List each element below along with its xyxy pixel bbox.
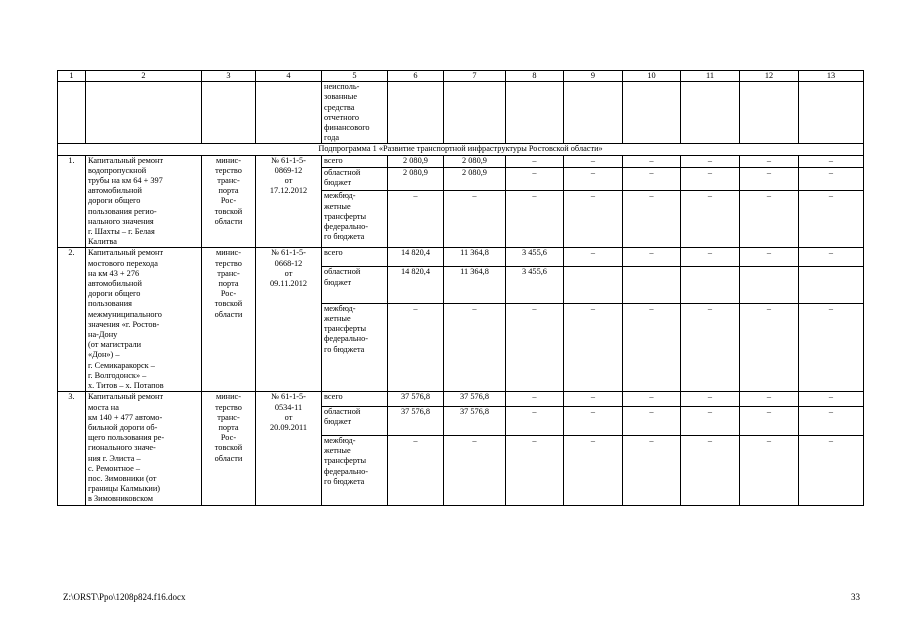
amount-cell: – [799, 435, 864, 505]
amount-cell: – [388, 435, 444, 505]
subprogram-row [58, 144, 864, 155]
amount-cell: 3 455,6 [506, 267, 564, 303]
customer-org: минис- терство транс- порта Рос- товской области [214, 155, 243, 226]
amount-cell: 37 576,8 [444, 392, 506, 407]
amount-cell: – [623, 191, 681, 248]
column-number: 10 [623, 71, 681, 82]
amount-cell: – [623, 248, 681, 267]
carry-over-label: неисполь- зованные средства отчетного финансового года [324, 82, 370, 143]
amount-cell: 2 080,9 [388, 155, 444, 167]
amount-cell: – [564, 248, 623, 267]
amount-cell: 11 364,8 [444, 248, 506, 267]
column-number: 5 [322, 71, 388, 82]
amount-cell: – [506, 167, 564, 190]
amount-cell: – [799, 303, 864, 391]
amount-cell: 2 080,9 [388, 167, 444, 190]
column-number-row [58, 71, 864, 82]
amount-cell: – [799, 155, 864, 167]
amount-cell: – [506, 303, 564, 391]
column-number: 12 [740, 71, 799, 82]
amount-cell: 3 455,6 [506, 248, 564, 267]
amount-cell [681, 267, 740, 303]
column-number: 13 [799, 71, 864, 82]
amount-cell [799, 267, 864, 303]
amount-cell: – [799, 392, 864, 407]
amount-cell: – [740, 407, 799, 436]
funding-source: областной бюджет [324, 167, 361, 188]
amount-cell: – [444, 303, 506, 391]
amount-cell: – [681, 191, 740, 248]
amount-cell: – [681, 392, 740, 407]
funding-source: областной бюджет [324, 407, 361, 427]
table-row [58, 248, 864, 267]
amount-cell: – [799, 407, 864, 436]
carry-over-row [58, 82, 864, 144]
amount-cell: – [681, 167, 740, 190]
amount-cell: – [623, 167, 681, 190]
amount-cell: 11 364,8 [444, 267, 506, 303]
customer-org: минис- терство транс- порта Рос- товской области [214, 392, 243, 463]
document-ref: № 61-1-5- 0534-11 от 20.09.2011 [269, 392, 308, 432]
amount-cell: 2 080,9 [444, 155, 506, 167]
table-row [58, 155, 864, 167]
work-name: Капитальный ремонт мостового перехода на км 43 + 276 автомобильной дороги общего пользования межмуниципального значения «г. Ростов- на-Дону (от магистрали «Дон») – г. Семикаракорск – г. Волгодонск» – х. Титов – х. Потапов [88, 248, 164, 391]
amount-cell [564, 267, 623, 303]
amount-cell: – [740, 155, 799, 167]
amount-cell: – [623, 303, 681, 391]
amount-cell: – [623, 435, 681, 505]
budget-table [57, 70, 864, 506]
subprogram-title: Подпрограмма 1 «Развитие транспортной инфраструктуры Ростовской области» [58, 144, 864, 155]
amount-cell: – [506, 155, 564, 167]
amount-cell: – [681, 248, 740, 267]
file-path: Z:\ORST\Ppo\1208p824.f16.docx [63, 592, 186, 602]
amount-cell: – [564, 407, 623, 436]
amount-cell: – [740, 191, 799, 248]
funding-source: всего [324, 248, 343, 258]
amount-cell: – [740, 435, 799, 505]
amount-cell: – [740, 303, 799, 391]
amount-cell: – [799, 167, 864, 190]
amount-cell: – [506, 392, 564, 407]
work-name: Капитальный ремонт водопропускной трубы на км 64 + 397 автомобильной дороги общего пользования регио- нального значения г. Шахты – г. Белая Калитва [88, 155, 164, 247]
amount-cell: – [623, 392, 681, 407]
customer-org: минис- терство транс- порта Рос- товской области [214, 248, 243, 319]
column-number: 8 [506, 71, 564, 82]
amount-cell: – [681, 435, 740, 505]
amount-cell: – [564, 167, 623, 190]
amount-cell: 37 576,8 [388, 407, 444, 436]
amount-cell: – [681, 303, 740, 391]
amount-cell: – [564, 303, 623, 391]
document-ref: № 61-1-5- 0668-12 от 09.11.2012 [269, 248, 308, 289]
amount-cell: – [799, 191, 864, 248]
amount-cell: 14 820,4 [388, 267, 444, 303]
amount-cell: – [681, 407, 740, 436]
amount-cell: – [564, 155, 623, 167]
column-number: 7 [444, 71, 506, 82]
amount-cell: – [623, 407, 681, 436]
amount-cell [623, 267, 681, 303]
amount-cell: 2 080,9 [444, 167, 506, 190]
amount-cell: – [506, 191, 564, 248]
amount-cell: – [506, 435, 564, 505]
amount-cell: – [740, 392, 799, 407]
column-number: 9 [564, 71, 623, 82]
amount-cell: – [444, 435, 506, 505]
table-row [58, 392, 864, 407]
work-name: Капитальный ремонт моста на км 140 + 477 автомо- бильной дороги об- щего пользования ре- гионального значе- ния г. Элиста – с. Ремонтное – пос. Зимовники (от границы Калмыкии) в Зимовниковском [88, 392, 165, 504]
amount-cell: – [564, 392, 623, 407]
amount-cell: – [623, 155, 681, 167]
document-ref: № 61-1-5- 0869-12 от 17.12.2012 [269, 155, 308, 196]
amount-cell: – [388, 303, 444, 391]
funding-source: межбюд- жетные трансферты федерально- го бюджета [324, 191, 369, 242]
amount-cell: – [388, 191, 444, 248]
funding-source: межбюд- жетные трансферты федерально- го бюджета [324, 303, 369, 354]
amount-cell: – [681, 155, 740, 167]
row-number: 2. [68, 248, 75, 258]
amount-cell: – [444, 191, 506, 248]
page-number: 33 [851, 592, 860, 602]
row-number: 1. [68, 155, 75, 165]
amount-cell: – [799, 248, 864, 267]
funding-source: межбюд- жетные трансферты федерально- го бюджета [324, 435, 369, 486]
amount-cell: 37 576,8 [444, 407, 506, 436]
amount-cell: – [564, 191, 623, 248]
amount-cell: – [506, 407, 564, 436]
amount-cell: – [740, 167, 799, 190]
amount-cell: – [740, 248, 799, 267]
column-number: 11 [681, 71, 740, 82]
funding-source: областной бюджет [324, 267, 361, 287]
funding-source: всего [324, 155, 343, 165]
amount-cell [740, 267, 799, 303]
column-number: 4 [256, 71, 322, 82]
amount-cell: – [564, 435, 623, 505]
column-number: 2 [86, 71, 202, 82]
amount-cell: 37 576,8 [388, 392, 444, 407]
row-number: 3. [68, 392, 75, 402]
funding-source: всего [324, 392, 343, 402]
column-number: 1 [58, 71, 86, 82]
column-number: 6 [388, 71, 444, 82]
column-number: 3 [202, 71, 256, 82]
amount-cell: 14 820,4 [388, 248, 444, 267]
